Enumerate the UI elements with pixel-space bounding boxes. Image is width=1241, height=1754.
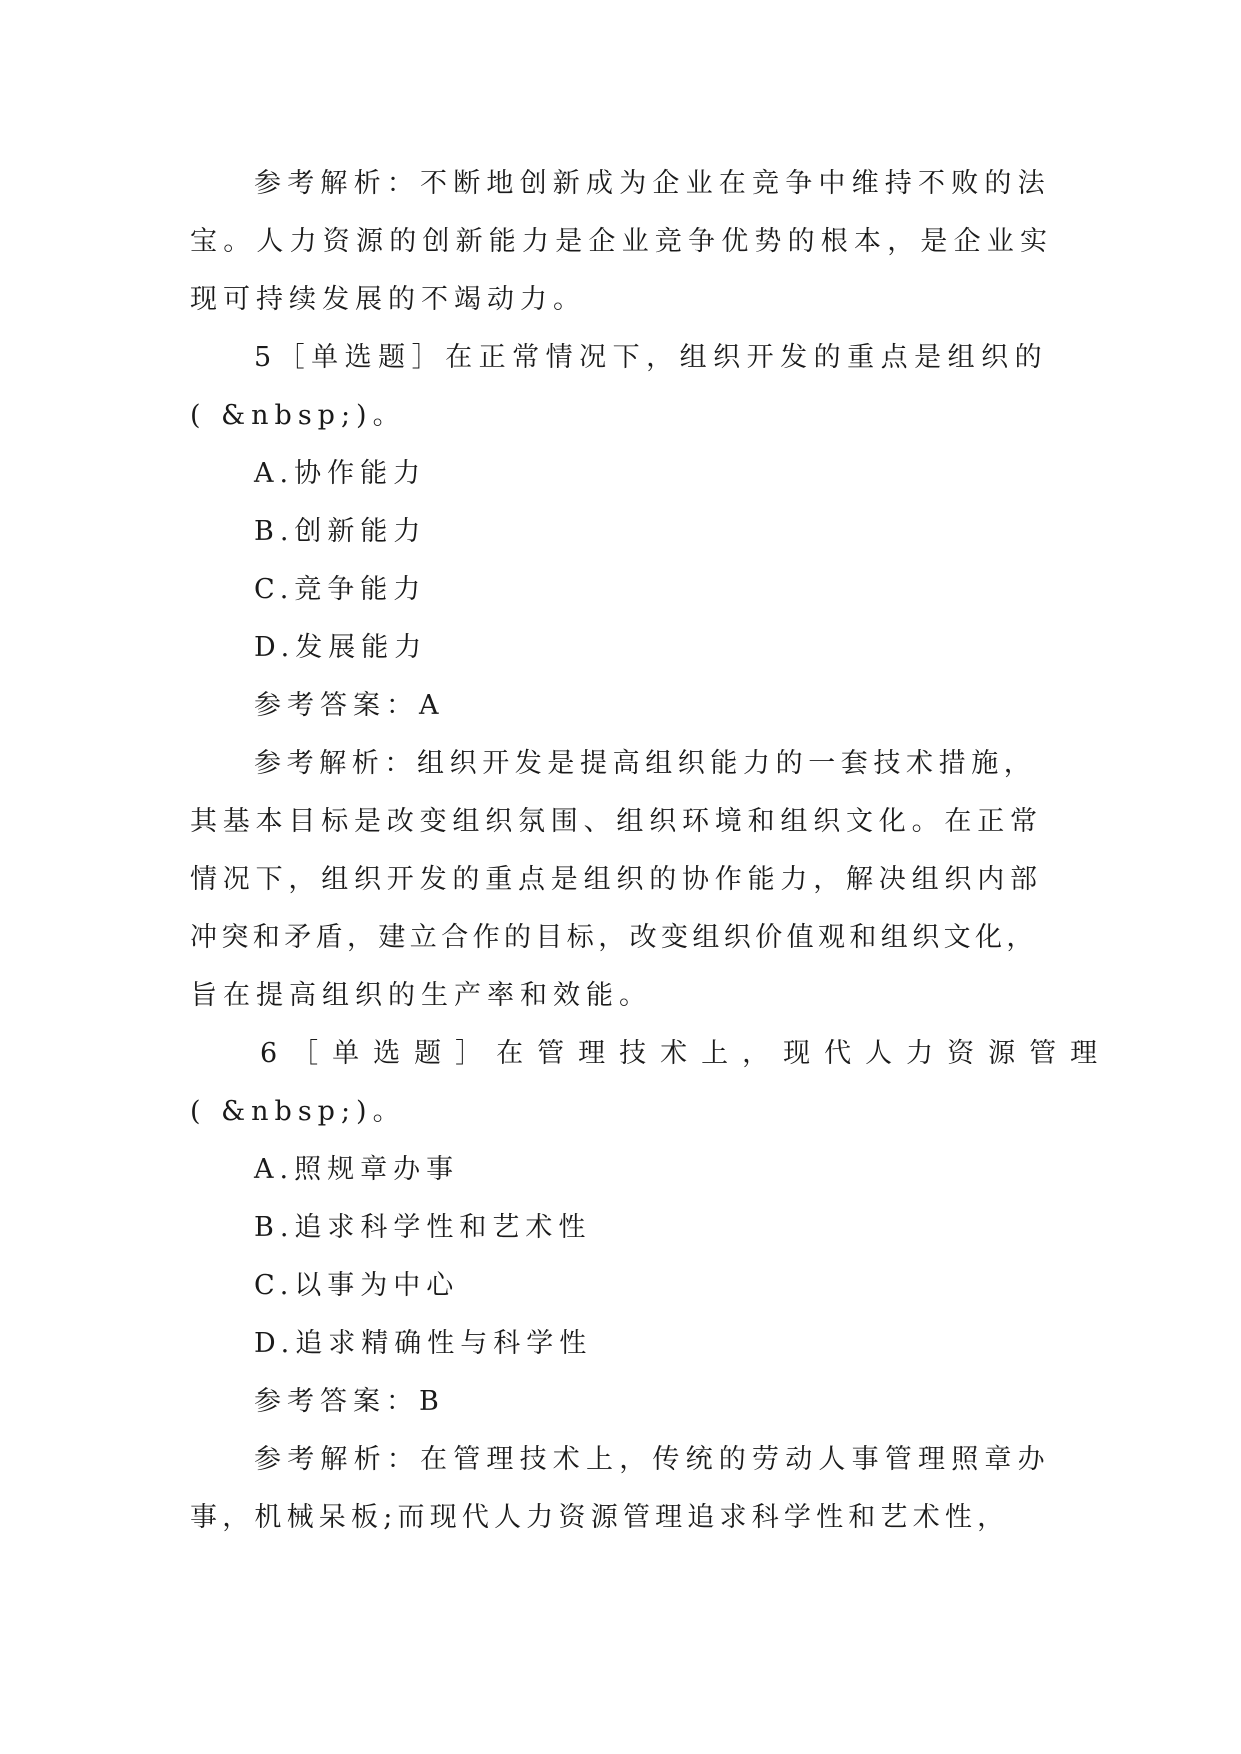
q6-answer: 参考答案：B <box>254 1386 445 1417</box>
q5-option-b: B.创新能力 <box>254 516 427 547</box>
q4-analysis-line-3: 现可持续发展的不竭动力。 <box>190 284 586 315</box>
q6-analysis-line-2: 事，机械呆板;而现代人力资源管理追求科学性和艺术性， <box>190 1502 1010 1533</box>
q6-analysis-line-1: 参考解析：在管理技术上，传统的劳动人事管理照章办 <box>254 1444 1051 1475</box>
q5-analysis-line-1: 参考解析：组织开发是提高组织能力的一套技术措施， <box>254 748 1037 779</box>
q6-option-d: D.追求精确性与科学性 <box>254 1328 593 1359</box>
q5-option-c: C.竞争能力 <box>254 574 427 605</box>
question-5 <box>190 329 1052 1025</box>
q5-answer: 参考答案：A <box>254 690 445 721</box>
q5-analysis-line-5: 旨在提高组织的生产率和效能。 <box>190 980 652 1011</box>
q6-question-line-1: 6［单选题］在管理技术上，现代人力资源管理 <box>260 1038 1112 1069</box>
q6-option-a: A.照规章办事 <box>254 1154 460 1185</box>
q5-option-d: D.发展能力 <box>254 632 428 663</box>
q6-option-c: C.以事为中心 <box>254 1270 460 1301</box>
document-body <box>190 155 1112 1547</box>
q6-question-line-2: ( &nbsp;)。 <box>190 1096 406 1127</box>
q5-analysis-line-3: 情况下，组织开发的重点是组织的协作能力，解决组织内部 <box>190 864 1043 895</box>
question-6 <box>190 1025 1112 1547</box>
q5-option-a: A.协作能力 <box>254 458 427 489</box>
q4-analysis <box>190 155 1052 329</box>
q4-analysis-line-1: 参考解析：不断地创新成为企业在竞争中维持不败的法 <box>254 168 1051 199</box>
q6-option-b: B.追求科学性和艺术性 <box>254 1212 592 1243</box>
q5-analysis-line-4: 冲突和矛盾，建立合作的目标，改变组织价值观和组织文化， <box>190 922 1038 953</box>
q5-analysis-line-2: 其基本目标是改变组织氛围、组织环境和组织文化。在正常 <box>190 806 1043 837</box>
q5-question-line-1: 5［单选题］在正常情况下，组织开发的重点是组织的 <box>254 342 1049 373</box>
q5-question-line-2: ( &nbsp;)。 <box>190 400 406 431</box>
q4-analysis-line-2: 宝。人力资源的创新能力是企业竞争优势的根本，是企业实 <box>190 226 1054 257</box>
